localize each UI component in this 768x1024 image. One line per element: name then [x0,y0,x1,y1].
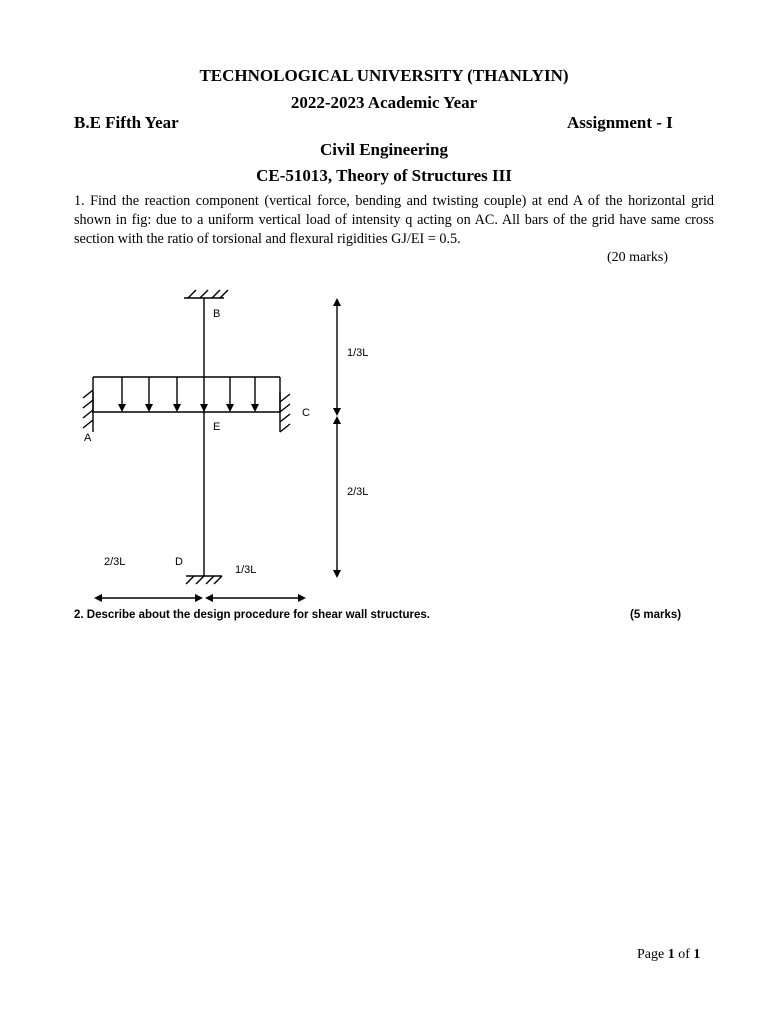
year-level: B.E Fifth Year [74,113,179,132]
label-a: A [84,432,92,444]
dim-left-horizontal-label: 2/3L [104,556,126,568]
label-c: C [302,407,310,419]
question-1-marks: (20 marks) [606,250,668,265]
label-d: D [175,556,183,568]
question-1-text: 1. Find the reaction component (vertical force, bending and twisting couple) at end A of the horizontal grid shown in fig: due to a uniform vertical load of intensity q acting on AC. All bars of the grid have same cross section with the ratio of torsional and flexural rigidities GJ/EI = 0.5. [74,193,714,247]
dim-upper-vertical-label: 1/3L [347,347,369,359]
page-prefix: Page [637,947,668,962]
academic-year: 2022-2023 Academic Year [290,93,478,112]
page-total: 1 [693,947,701,962]
page-current: 1 [667,947,675,962]
page-footer [637,947,700,963]
label-b: B [213,308,221,320]
page-of: of [674,947,694,962]
assignment-label: Assignment - I [567,113,673,132]
dim-right-horizontal-label: 1/3L [235,564,257,576]
dim-lower-vertical-label: 2/3L [347,486,369,498]
label-e: E [213,421,221,433]
question-2-marks: (5 marks) [630,609,682,621]
question-2-text: 2. Describe about the design procedure for shear wall structures. [74,609,430,621]
university-title: TECHNOLOGICAL UNIVERSITY (THANLYIN) [199,66,569,85]
load-arrows [122,377,255,410]
course-title: CE-51013, Theory of Structures III [256,166,512,185]
department: Civil Engineering [320,140,448,159]
